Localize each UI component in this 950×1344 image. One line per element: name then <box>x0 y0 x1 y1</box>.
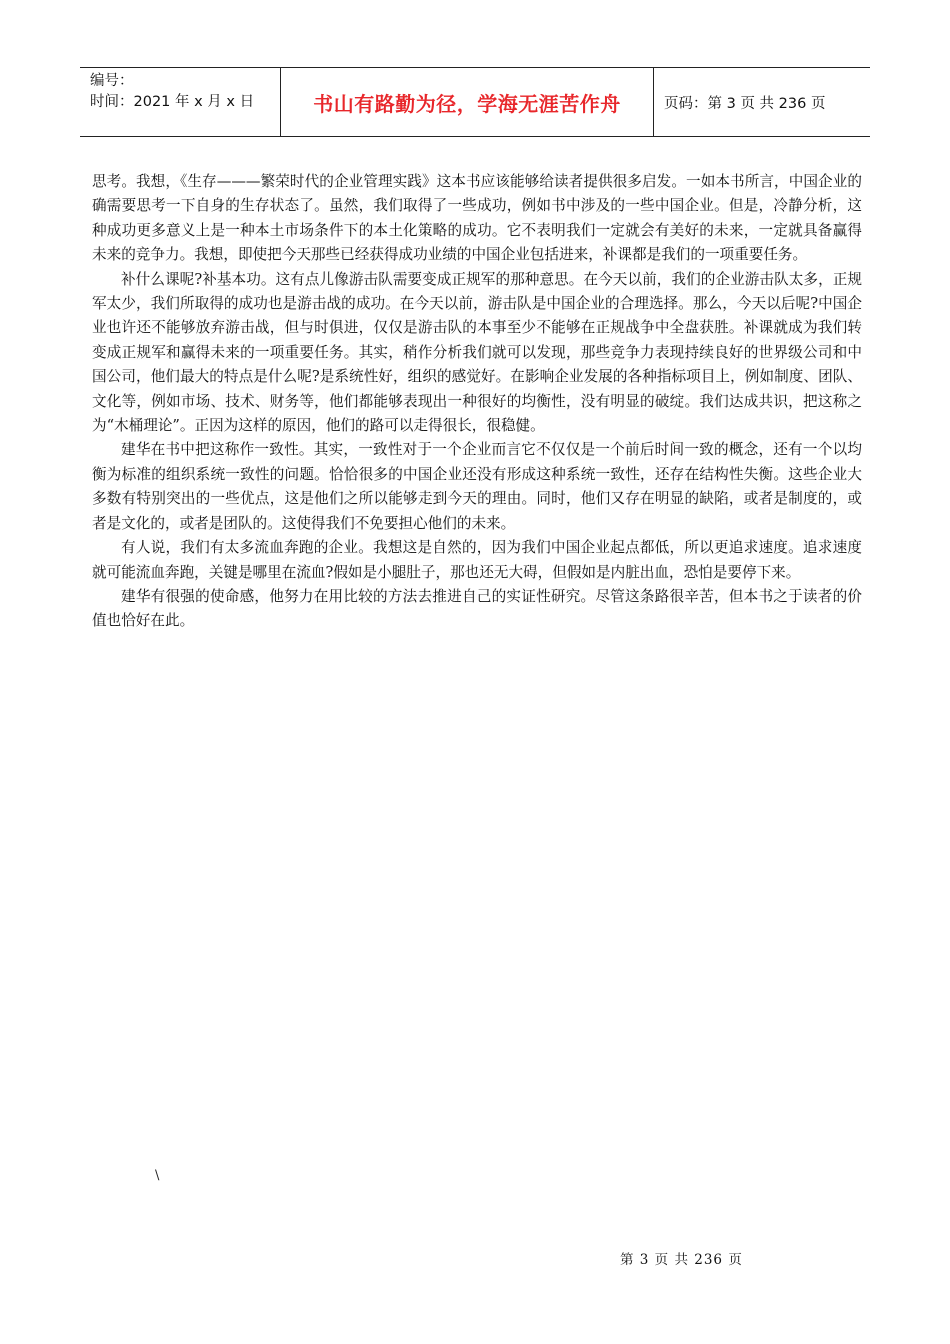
header-page-cell <box>654 68 870 136</box>
paragraph: 补什么课呢?补基本功。这有点儿像游击队需要变成正规军的那种意思。在今天以前，我们的企业游击队太多，正规军太少，我们所取得的成功也是游击战的成功。在今天以前，游击队是中国企业的合理选择。那么，今天以后呢?中国企业也许还不能够放弃游击战，但与时俱进，仅仅是游击队的本事至少不能够在正规战争中全盘获胜。补课就成为我们转变成正规军和赢得未来的一项重要任务。其实，稍作分析我们就可以发现，那些竞争力表现持续良好的世界级公司和中国公司，他们最大的特点是什么呢?是系统性好，组织的感觉好。在影响企业发展的各种指标项目上，例如制度、团队、文化等，例如市场、技术、财务等，他们都能够表现出一种很好的均衡性，没有明显的破绽。我们达成共识，把这称之为“木桶理论”。正因为这样的原因，他们的路可以走得很长，很稳健。 <box>92 270 862 435</box>
paragraph: 有人说，我们有太多流血奔跑的企业。我想这是自然的，因为我们中国企业起点都低，所以更追求速度。追求速度就可能流血奔跑，关键是哪里在流血?假如是小腿肚子，那也还无大碍，但假如是内脏出血，恐怕是要停下来。 <box>92 539 862 581</box>
header-motto: 书山有路勤为径，学海无涯苦作舟 <box>313 91 621 116</box>
body-text <box>92 170 862 634</box>
header-page-number: 页码：第 3 页 共 236 页 <box>664 95 826 112</box>
stray-backslash-mark: \ <box>155 1168 160 1183</box>
header-meta-cell <box>80 68 281 136</box>
document-number-label: 编号： <box>90 73 134 89</box>
paragraph: 建华在书中把这称作一致性。其实，一致性对于一个企业而言它不仅仅是一个前后时间一致的概念，还有一个以均衡为标准的组织系统一致性的问题。恰恰很多的中国企业还没有形成这种系统一致性，还存在结构性失衡。这些企业大多数有特别突出的一些优点，这是他们之所以能够走到今天的理由。同时，他们又存在明显的缺陷，或者是制度的，或者是文化的，或者是团队的。这使得我们不免要担心他们的未来。 <box>92 441 862 532</box>
paragraph: 思考。我想，《生存———繁荣时代的企业管理实践》这本书应该能够给读者提供很多启发。一如本书所言，中国企业的确需要思考一下自身的生存状态了。虽然，我们取得了一些成功，例如书中涉及的一些中国企业。但是，冷静分析，这种成功更多意义上是一种本土市场条件下的本土化策略的成功。它不表明我们一定就会有美好的未来，一定就具备赢得未来的竞争力。我想，即使把今天那些已经获得成功业绩的中国企业包括进来，补课都是我们的一项重要任务。 <box>92 173 862 264</box>
document-date-label: 时间：2021 年 x 月 x 日 <box>90 94 255 110</box>
page-header <box>80 67 870 137</box>
header-motto-cell <box>281 68 654 136</box>
page-footer: 第 3 页 共 236 页 <box>620 1252 743 1268</box>
paragraph: 建华有很强的使命感，他努力在用比较的方法去推进自己的实证性研究。尽管这条路很辛苦，但本书之于读者的价值也恰好在此。 <box>92 587 862 630</box>
